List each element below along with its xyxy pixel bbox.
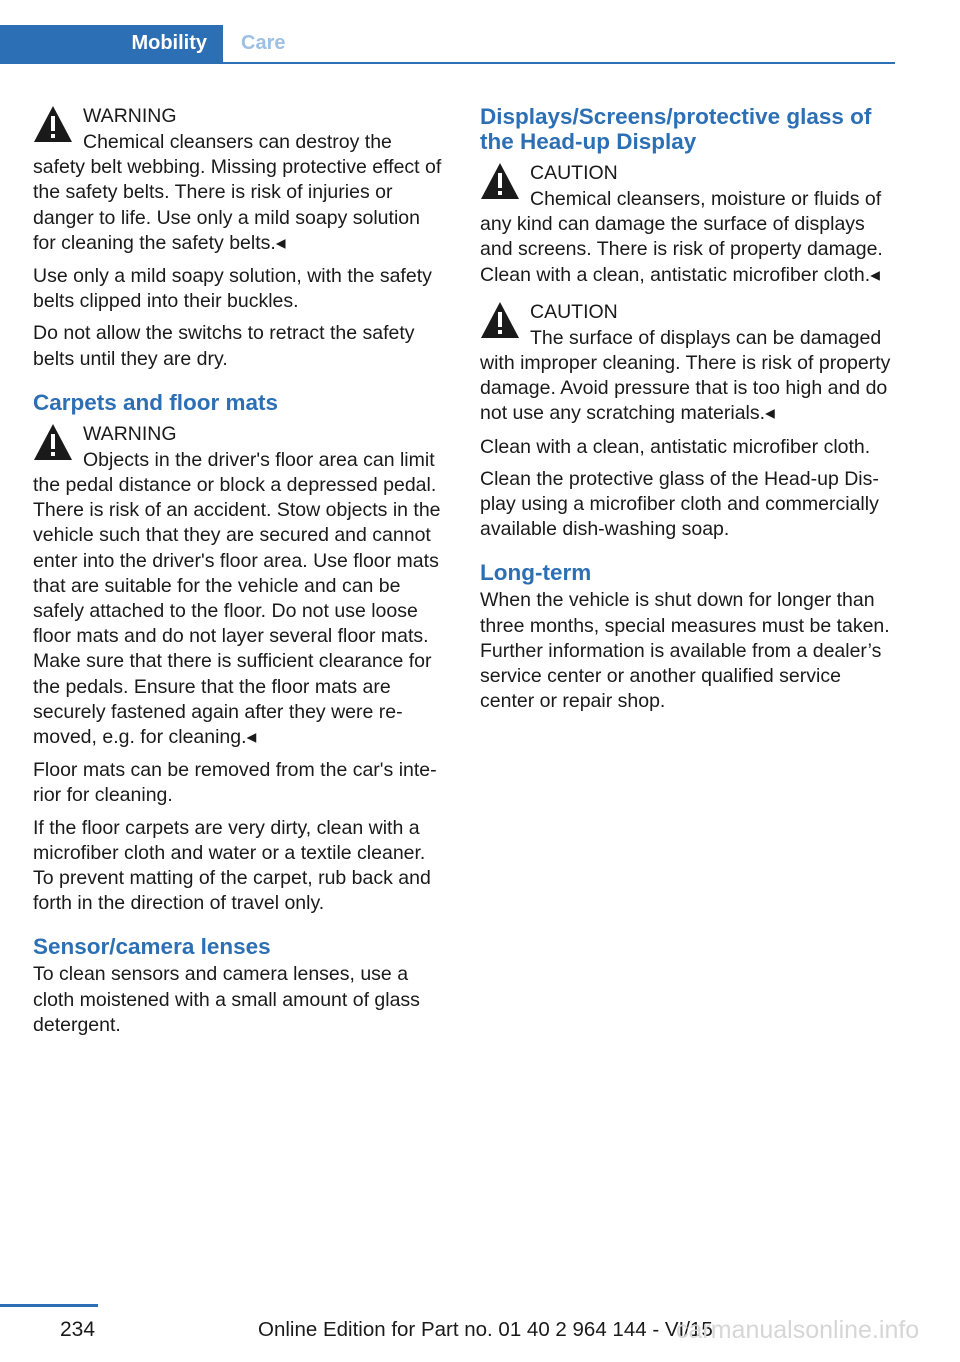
caution-surface [480,296,892,427]
caution-label: CAUTION [530,162,618,184]
paragraph: Clean with a clean, antistatic microfiber cloth. [480,435,871,458]
watermark: carmanualsonline.info [676,1316,920,1344]
heading-sensor: Sensor/camera lenses [33,934,271,960]
warning-safety-belts [33,100,445,256]
tab-mobility-label: Mobility [131,32,207,54]
caution-text-content: The surface of displays can be damaged with improper cleaning. There is risk of property damage. Avoid pressure that is too high and do not use any scratching materials.◂ [480,326,891,425]
warning-text [33,448,445,750]
header-tabbar [0,25,895,64]
warning-label: WARNING [83,105,177,127]
caution-label: CAUTION [530,300,618,323]
caution-displays [480,157,892,288]
warning-label: WARNING [83,422,177,445]
paragraph: Floor mats can be removed from the car's interior for cleaning. [33,759,437,807]
warning-text-content: Objects in the driver's floor area can limit the pedal distance or block a depressed pedal. There is risk of an accident. Stow objects in the vehicle such that they are secured and cannot enter into the driver's floor area. Use floor mats that are suitable for the vehicle and can be safely attached to the floor. Do not use loose floor mats and do not layer several floor mats. Make sure that there is sufficient clearance for the pedals. Ensure that the floor mats are securely fastened again after they were removed, e.g. for cleaning.◂ [33,448,441,749]
paragraph: Do not allow the switchs to retract the safety belts until they are dry. [33,322,415,370]
page-number: 234 [60,1318,96,1341]
caution-text-content: Chemical cleansers, moisture or fluids of any kind can damage the surface of displays and screens. There is risk of property damage. Clean with a clean, antistatic microfiber cloth.◂ [480,188,883,286]
caution-text [480,326,892,427]
heading-displays: Displays/Screens/protective glass of the Head-up Display [480,104,872,154]
paragraph: Clean the protective glass of the Head-up Display using a microfiber cloth and commercially available dish-washing soap. [480,467,879,541]
warning-text [33,130,445,256]
paragraph: If the floor carpets are very dirty, clean with a microfiber cloth and water or a textile cleaner. To prevent matting of the carpet, rub back and forth in the direction of travel only. [33,816,431,915]
heading-longterm: Long-term [480,560,592,586]
caution-text [480,187,892,288]
tab-care-label: Care [241,32,286,54]
heading-carpets: Carpets and floor mats [33,389,279,415]
tab-mobility[interactable] [0,25,223,62]
left-column [33,100,445,1045]
tab-care[interactable] [241,25,285,62]
warning-floor-mats [33,418,445,750]
footer-rule [0,1304,98,1307]
paragraph: When the vehicle is shut down for longer than three months, special measures must be taken. Further information is available from a dealer’s service center or another qualified service center or repair shop. [480,589,890,713]
edition-text: Online Edition for Part no. 01 40 2 964 144 - VI/15 [258,1318,713,1341]
right-column [480,100,892,721]
warning-text-content: Chemical cleansers can destroy the safety belt webbing. Missing protective effect of the safety belts. There is risk of injuries or danger to life. Use only a mild soapy solution for cleaning the safety belts.◂ [33,131,442,254]
paragraph: To clean sensors and camera lenses, use a cloth moistened with a small amount of glass detergent. [33,963,420,1036]
paragraph: Use only a mild soapy solution, with the safety belts clipped into their buckles. [33,265,432,313]
